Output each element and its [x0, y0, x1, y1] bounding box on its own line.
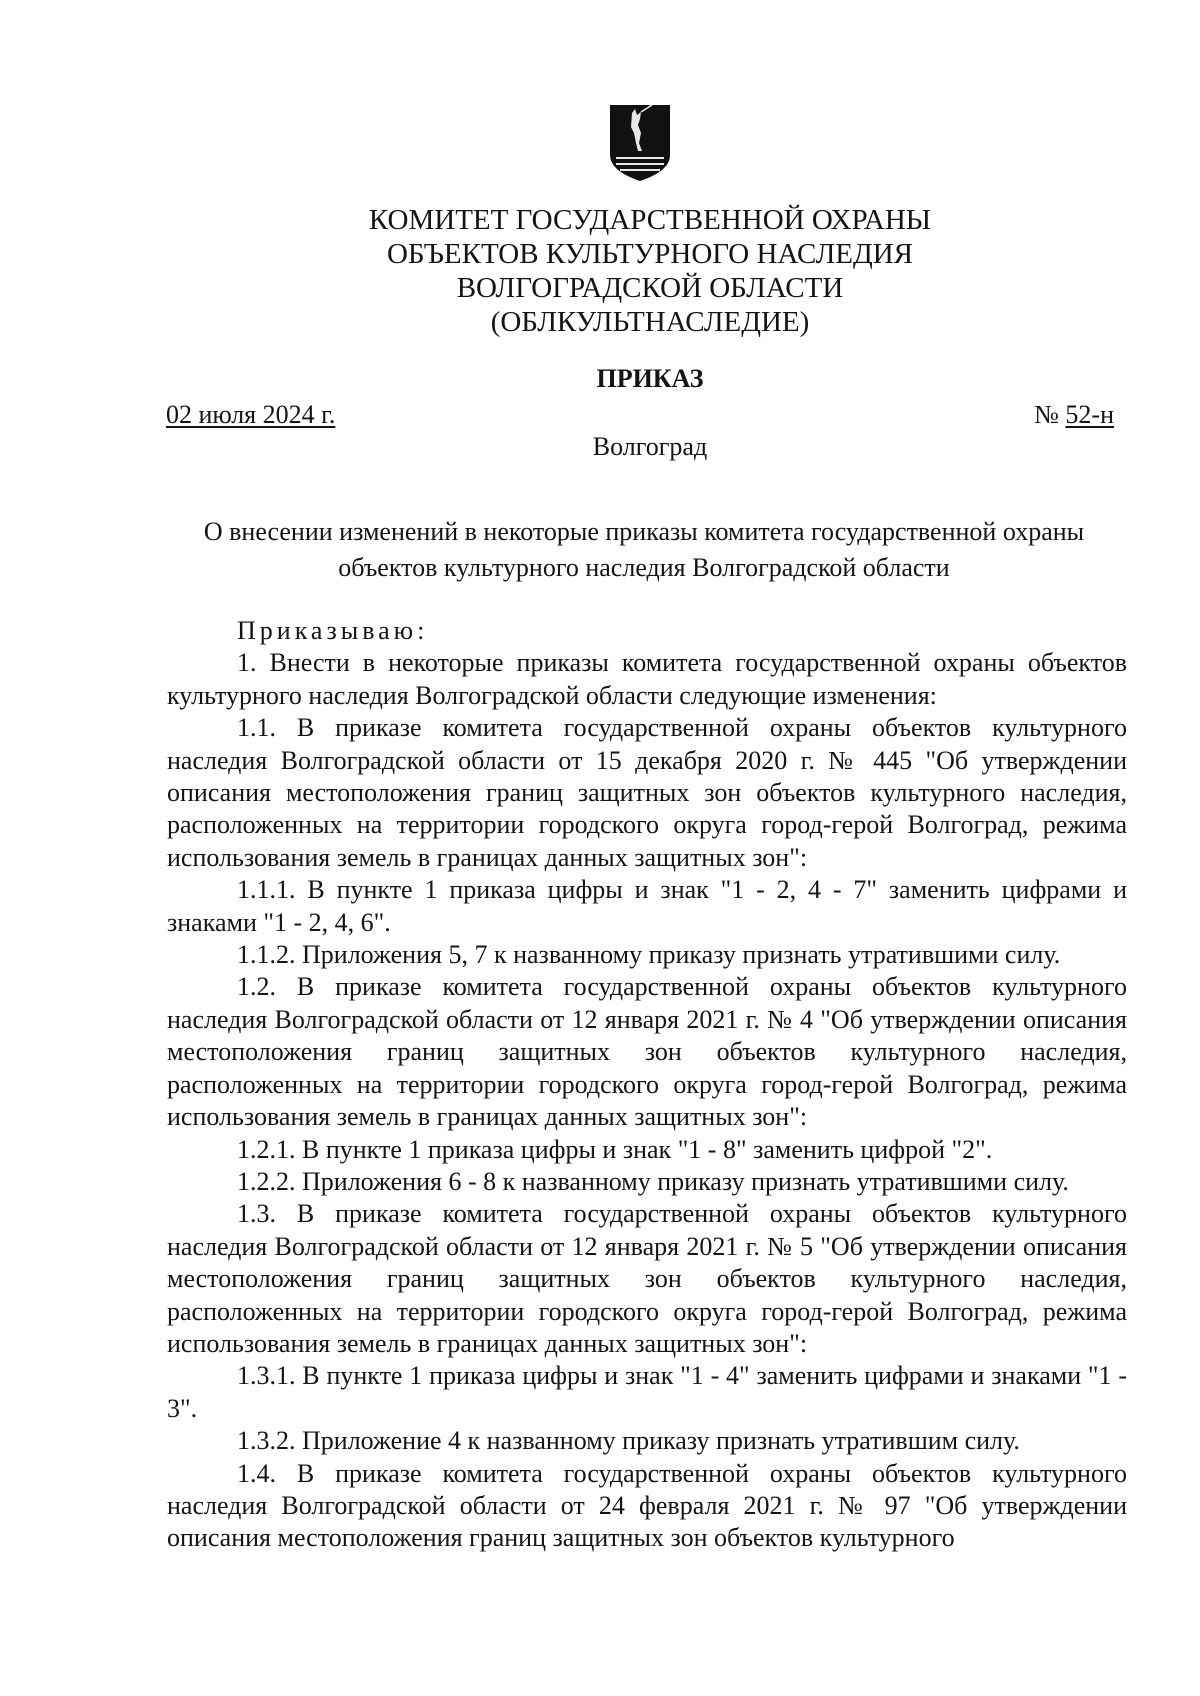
- paragraph-1-3: 1.3. В приказе комитета государственной охраны объектов культурного наследия Волгоградской области от 12 января 2021 г. № 5 "Об утверждении описания местоположения границ защитных зон объектов культурного наследия, расположенных на территории городского округа город-герой Волгоград, режима использования земель в границах данных защитных зон":: [167, 1199, 1127, 1358]
- paragraph-1-1: 1.1. В приказе комитета государственной охраны объектов культурного наследия Волгоградской области от 15 декабря 2020 г. № 445 "Об утверждении описания местоположения границ защитных зон объектов культурного наследия, расположенных на территории городского округа город-герой Волгоград, режима использования земель в границах данных защитных зон":: [167, 713, 1127, 872]
- document-date: [166, 399, 335, 431]
- paragraph-1-1-1: 1.1.1. В пункте 1 приказа цифры и знак "1 - 2, 4 - 7" заменить цифрами и знаками "1 - 2, 4, 6".: [167, 875, 1127, 937]
- document-type-title: ПРИКАЗ: [596, 364, 704, 393]
- paragraph-1-4: 1.4. В приказе комитета государственной охраны объектов культурного наследия Волгоградской области от 24 февраля 2021 г. № 97 "Об утверждении описания местоположения границ защитных зон объектов культурного: [167, 1458, 1127, 1553]
- document-subject-line-1: О внесении изменений в некоторые приказы комитета государственной охраны: [203, 517, 1085, 546]
- org-name-line-2: ОБЪЕКТОВ КУЛЬТУРНОГО НАСЛЕДИЯ: [386, 238, 914, 270]
- document-date-value: 02 июля 2024 г.: [166, 400, 336, 429]
- document-subject-line-2: объектов культурного наследия Волгоградской области: [338, 553, 950, 582]
- document-body: [167, 615, 1127, 1555]
- org-name-line-1: КОМИТЕТ ГОСУДАРСТВЕННОЙ ОХРАНЫ: [368, 204, 932, 236]
- org-name-line-4: (ОБЛКУЛЬТНАСЛЕДИЕ): [490, 306, 810, 338]
- org-name-line-3: ВОЛГОГРАДСКОЙ ОБЛАСТИ: [456, 272, 844, 304]
- paragraph-1-3-1: 1.3.1. В пункте 1 приказа цифры и знак "1 - 4" заменить цифрами и знаками "1 - 3".: [167, 1361, 1127, 1423]
- document-number-value: 52-н: [1065, 400, 1114, 429]
- paragraph-1-2-1: 1.2.1. В пункте 1 приказа цифры и знак "1 - 8" заменить цифрой "2".: [237, 1134, 993, 1164]
- volgograd-coat-of-arms-icon: [608, 103, 672, 183]
- paragraph-1: 1. Внести в некоторые приказы комитета государственной охраны объектов культурного наследия Волгоградской области следующие изменения:: [167, 648, 1127, 710]
- paragraph-1-2-2: 1.2.2. Приложения 6 - 8 к названному приказу признать утратившими силу.: [237, 1166, 1069, 1196]
- paragraph-1-2: 1.2. В приказе комитета государственной охраны объектов культурного наследия Волгоградской области от 12 января 2021 г. № 4 "Об утверждении описания местоположения границ защитных зон объектов культурного наследия, расположенных на территории городского округа город-герой Волгоград, режима использования земель в границах данных защитных зон":: [167, 972, 1127, 1132]
- document-number: [1034, 399, 1114, 431]
- paragraph-1-3-2: 1.3.2. Приложение 4 к названному приказу признать утратившим силу.: [237, 1426, 1020, 1456]
- paragraph-1-1-2: 1.1.2. Приложения 5, 7 к названному приказу признать утратившими силу.: [237, 940, 1061, 970]
- paragraph-order-intro: Приказываю:: [237, 616, 429, 645]
- document-number-prefix: №: [1034, 400, 1059, 429]
- document-city: Волгоград: [592, 432, 708, 461]
